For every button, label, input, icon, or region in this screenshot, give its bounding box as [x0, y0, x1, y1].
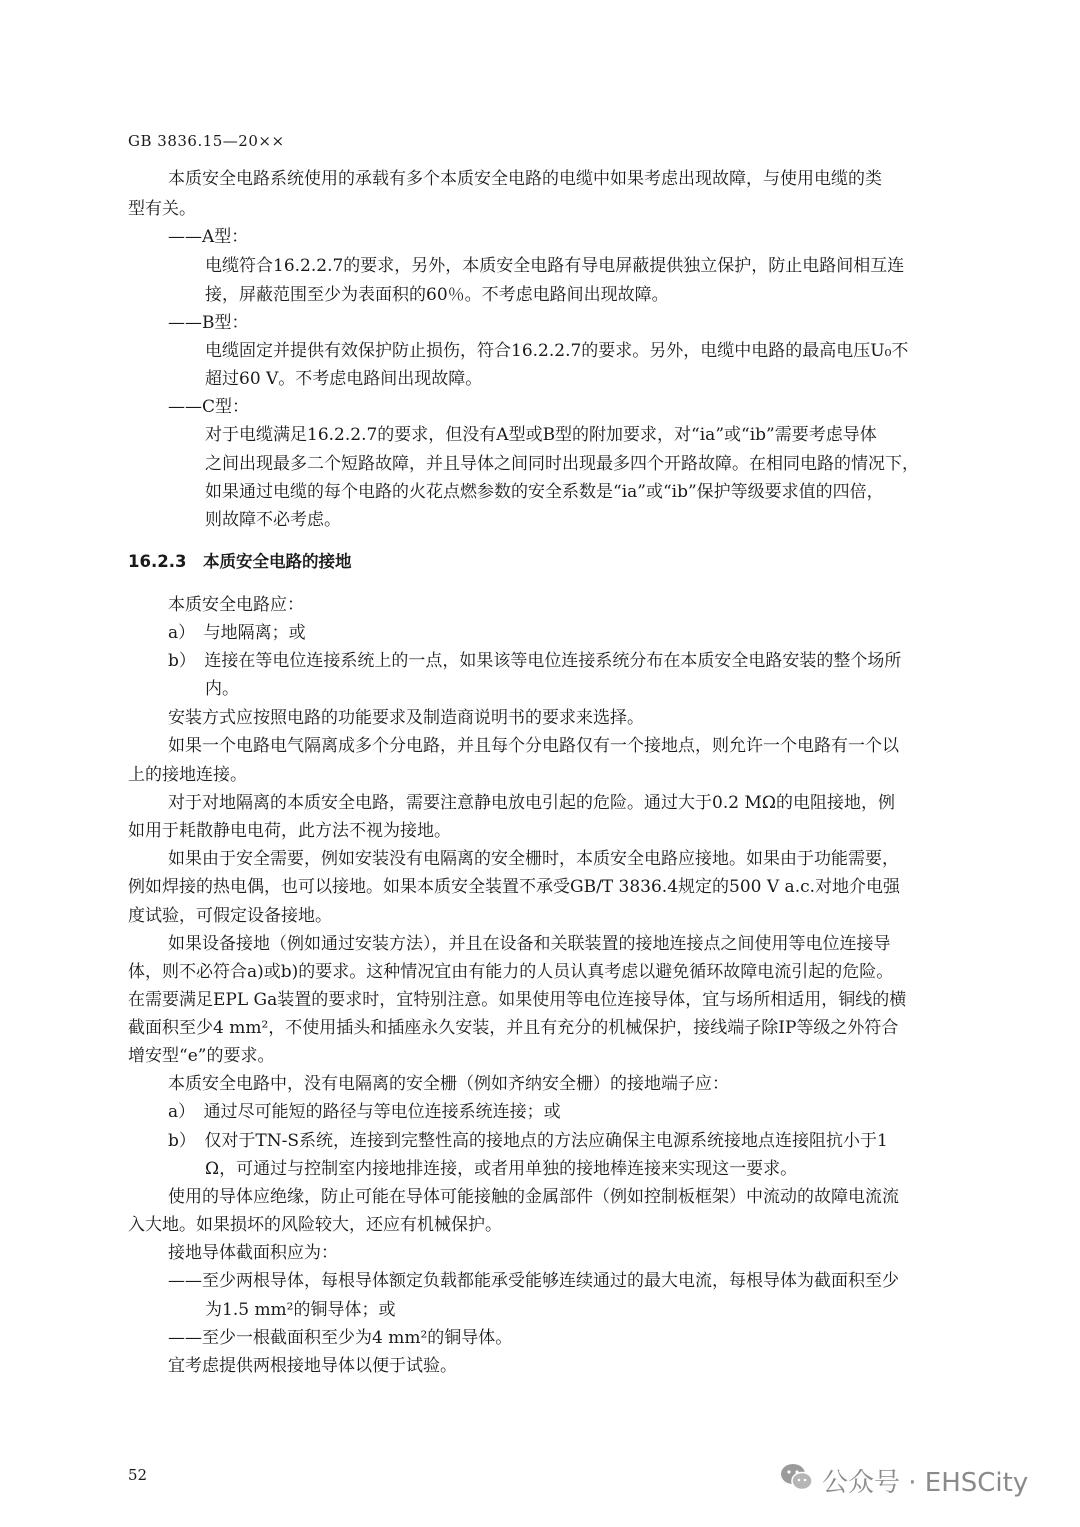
body-line: 型有关。	[128, 199, 196, 219]
body-line: 本质安全电路系统使用的承载有多个本质安全电路的电缆中如果考虑出现故障，与使用电缆的类	[168, 169, 882, 189]
body-line: 宜考虑提供两根接地导体以便于试验。	[168, 1356, 457, 1376]
body-line: 增安型“e”的要求。	[128, 1046, 275, 1066]
body-line: 本质安全电路中，没有电隔离的安全栅（例如齐纳安全栅）的接地端子应：	[168, 1074, 729, 1094]
body-line: 例如焊接的热电偶，也可以接地。如果本质安全装置不承受GB/T 3836.4规定的500 V a.c.对地介电强	[128, 877, 901, 897]
watermark	[780, 1462, 1028, 1499]
body-line: 超过60 V。不考虑电路间出现故障。	[205, 369, 483, 389]
body-line: 电缆固定并提供有效保护防止损伤，符合16.2.2.7的要求。另外，电缆中电路的最高电压U₀不	[205, 341, 909, 361]
body-line: 接地导体截面积应为：	[168, 1243, 338, 1263]
section-heading: 16.2.3 本质安全电路的接地	[128, 552, 352, 571]
list-dash-item: ——A型：	[168, 227, 249, 247]
watermark-text: 公众号 · EHSCity	[822, 1468, 1029, 1498]
list-item: b） 连接在等电位连接系统上的一点，如果该等电位连接系统分布在本质安全电路安装的整个场所	[168, 651, 902, 671]
list-dash-item: ——B型：	[168, 313, 249, 333]
body-line: 入大地。如果损坏的风险较大，还应有机械保护。	[128, 1215, 502, 1235]
body-line: 如用于耗散静电电荷，此方法不视为接地。	[128, 821, 451, 841]
body-line: 接，屏蔽范围至少为表面积的60％。不考虑电路间出现故障。	[205, 285, 669, 305]
body-line: 使用的导体应绝缘，防止可能在导体可能接触的金属部件（例如控制板框架）中流动的故障电流流	[168, 1187, 899, 1207]
list-dash-item: ——至少两根导体，每根导体额定负载都能承受能够连续通过的最大电流，每根导体为截面积至少	[168, 1271, 899, 1291]
body-line: Ω，可通过与控制室内接地排连接，或者用单独的接地棒连接来实现这一要求。	[205, 1159, 798, 1179]
body-line: 对于对地隔离的本质安全电路，需要注意静电放电引起的危险。通过大于0.2 MΩ的电阻接地，例	[168, 793, 895, 813]
body-line: 上的接地连接。	[128, 765, 247, 785]
list-item: b） 仅对于TN-S系统，连接到完整性高的接地点的方法应确保主电源系统接地点连接阻抗小于1	[168, 1131, 888, 1151]
page-number: 52	[128, 1466, 148, 1484]
body-line: 截面积至少4 mm²，不使用插头和插座永久安装，并且有充分的机械保护，接线端子除IP等级之外符合	[128, 1018, 899, 1038]
body-line: 度试验，可假定设备接地。	[128, 906, 332, 926]
standard-code-header: GB 3836.15—20××	[128, 132, 285, 150]
body-line: 内。	[205, 679, 239, 699]
body-line: 电缆符合16.2.2.7的要求，另外，本质安全电路有导电屏蔽提供独立保护，防止电路间相互连	[205, 256, 905, 276]
list-item: a） 与地隔离；或	[168, 623, 306, 643]
body-line: 则故障不必考虑。	[205, 510, 341, 530]
body-line: 如果设备接地（例如通过安装方法），并且在设备和关联装置的接地连接点之间使用等电位连接导	[168, 934, 891, 954]
body-line: 为1.5 mm²的铜导体；或	[205, 1300, 396, 1320]
body-line: 之间出现最多二个短路故障，并且导体之间同时出现最多四个开路故障。在相同电路的情况下，	[205, 454, 919, 474]
list-item: a） 通过尽可能短的路径与等电位连接系统连接；或	[168, 1102, 561, 1122]
body-line: 如果一个电路电气隔离成多个分电路，并且每个分电路仅有一个接地点，则允许一个电路有一个以	[168, 736, 899, 756]
wechat-icon	[780, 1462, 814, 1499]
body-line: 对于电缆满足16.2.2.7的要求，但没有A型或B型的附加要求，对“ia”或“ib”需要考虑导体	[205, 425, 877, 445]
body-line: 如果由于安全需要，例如安装没有电隔离的安全栅时，本质安全电路应接地。如果由于功能需要，	[168, 849, 899, 869]
list-dash-item: ——C型：	[168, 397, 250, 417]
list-dash-item: ——至少一根截面积至少为4 mm²的铜导体。	[168, 1328, 513, 1348]
body-line: 在需要满足EPL Ga装置的要求时，宜特别注意。如果使用等电位连接导体，宜与场所相适用，铜线的横	[128, 990, 907, 1010]
body-line: 本质安全电路应：	[168, 595, 304, 615]
body-line: 如果通过电缆的每个电路的火花点燃参数的安全系数是“ia”或“ib”保护等级要求值的四倍，	[205, 482, 884, 502]
body-line: 安装方式应按照电路的功能要求及制造商说明书的要求来选择。	[168, 708, 644, 728]
body-line: 体，则不必符合a)或b)的要求。这种情况宜由有能力的人员认真考虑以避免循环故障电流引起的危险。	[128, 962, 894, 982]
